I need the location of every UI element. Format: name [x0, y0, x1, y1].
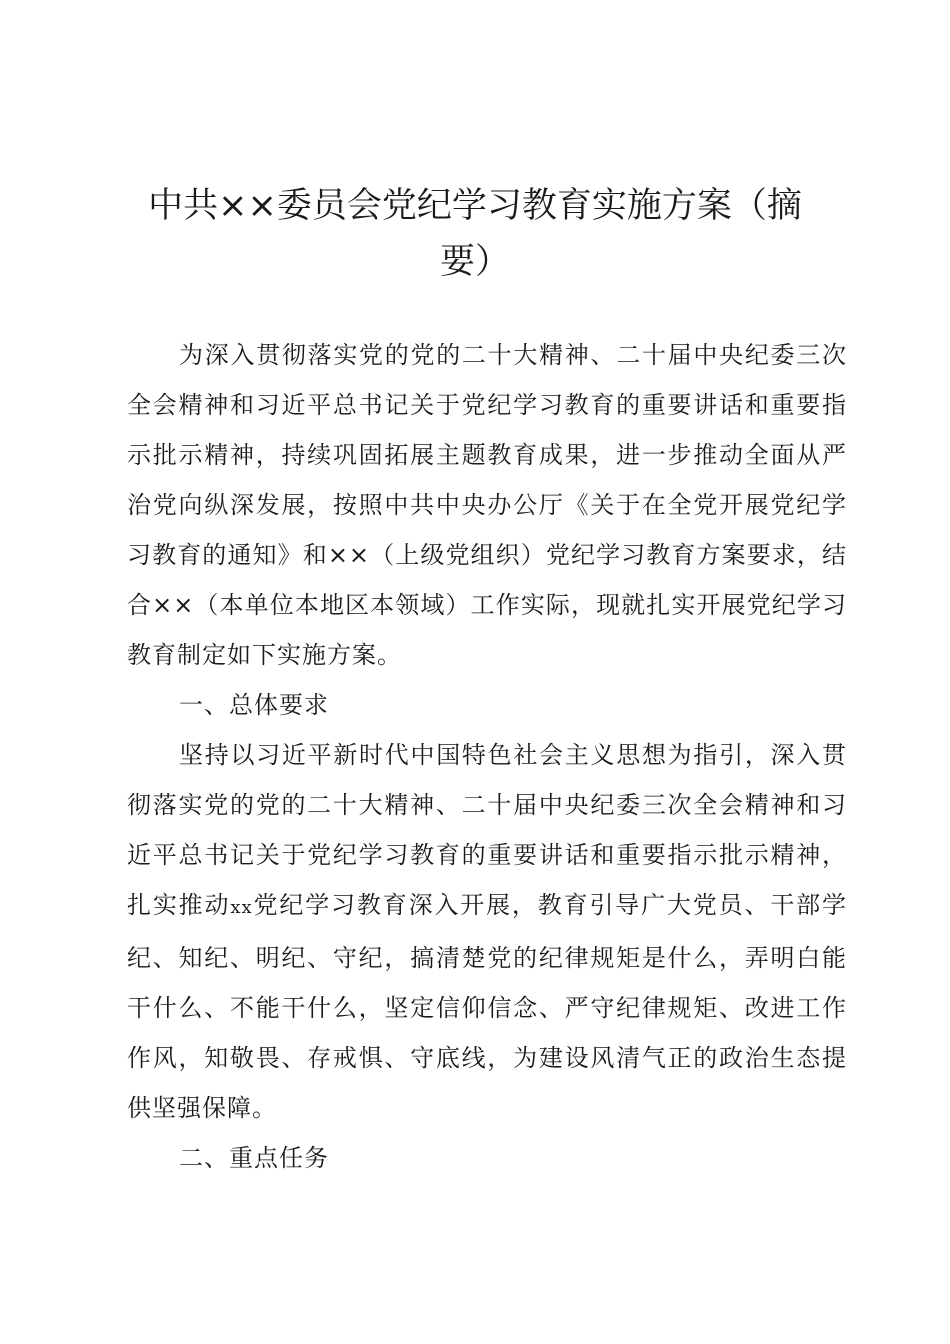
paragraph-text-part-1: 坚持以习近平新时代中国特色社会主义思想为指引，深入贯彻落实党的党的二十大精神、二十届中央纪委三次全会精神和习近平总书记关于党纪学习教育的重要讲话和重要指示批示精神，扎实推动	[127, 741, 847, 919]
document-title	[120, 178, 830, 290]
title-line-1: 中共××委员会党纪学习教育实施方案（摘	[148, 186, 802, 226]
overall-requirements-paragraph	[127, 730, 847, 1133]
section-heading-overall-requirements: 一、总体要求	[179, 691, 329, 719]
placeholder-xx: xx	[230, 897, 253, 918]
title-line-2: 要）	[439, 242, 510, 282]
intro-paragraph: 为深入贯彻落实党的党的二十大精神、二十届中央纪委三次全会精神和习近平总书记关于党纪学习教育的重要讲话和重要指示批示精神，持续巩固拓展主题教育成果，进一步推动全面从严治党向纵深发展，按照中共中央办公厅《关于在全党开展党纪学习教育的通知》和××（上级党组织）党纪学习教育方案要求，结合××（本单位本地区本领域）工作实际，现就扎实开展党纪学习教育制定如下实施方案。	[127, 341, 847, 669]
document-body	[127, 330, 847, 1183]
section-heading-key-tasks: 二、重点任务	[179, 1144, 329, 1172]
paragraph-text-part-2: 党纪学习教育深入开展，教育引导广大党员、干部学纪、知纪、明纪、守纪，搞清楚党的纪律规矩是什么，弄明白能干什么、不能干什么，坚定信仰信念、严守纪律规矩、改进工作作风，知敬畏、存戒惧、守底线，为建设风清气正的政治生态提供坚强保障。	[127, 891, 848, 1122]
